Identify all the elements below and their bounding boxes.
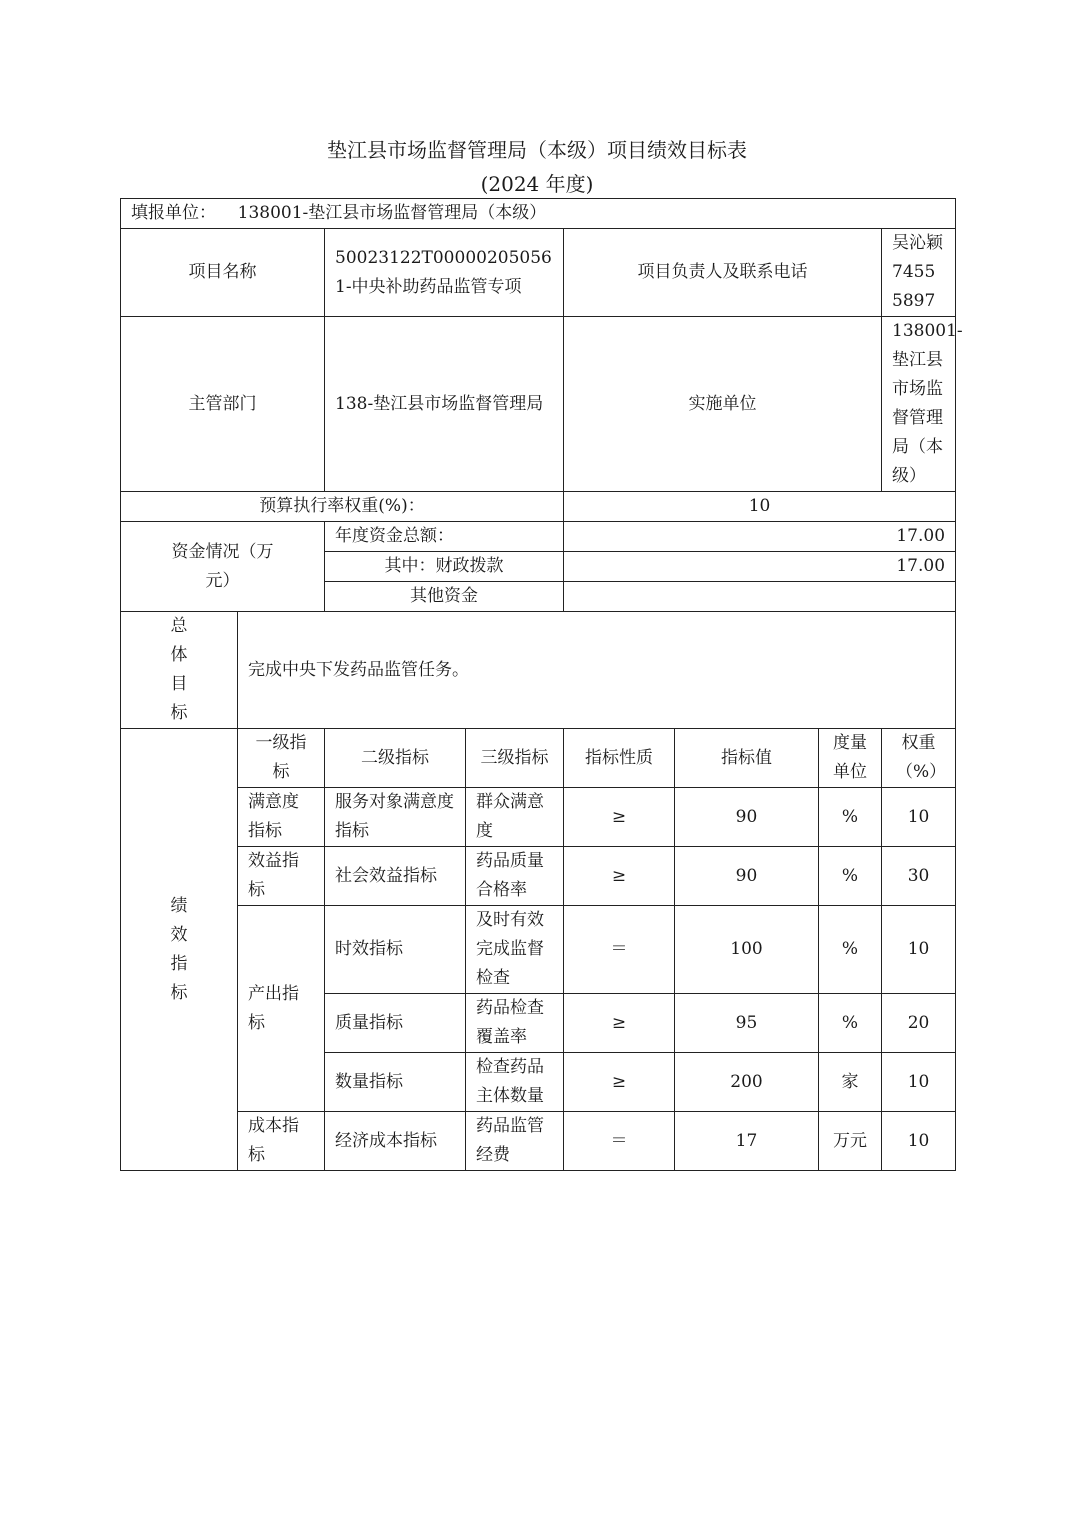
nature-cell: ≥ <box>564 788 675 847</box>
funds-total-value: 17.00 <box>564 522 956 552</box>
perf-header-level2: 二级指标 <box>325 729 466 788</box>
unit-value: 138001-垫江县市场监督管理局（本级） <box>237 203 547 223</box>
value-cell: 200 <box>675 1053 819 1112</box>
unit-cell: % <box>819 906 882 994</box>
funds-fiscal-value: 17.00 <box>564 552 956 582</box>
table-row <box>121 1112 956 1171</box>
value-cell: 17 <box>675 1112 819 1171</box>
unit-row <box>121 199 956 229</box>
level3-cell: 药品质量合格率 <box>466 847 564 906</box>
weight-cell: 20 <box>882 994 956 1053</box>
nature-cell: ＝ <box>564 1112 675 1171</box>
weight-cell: 30 <box>882 847 956 906</box>
table-row <box>121 788 956 847</box>
budget-weight-row <box>121 492 956 522</box>
level3-cell: 群众满意度 <box>466 788 564 847</box>
level3-cell: 药品检查覆盖率 <box>466 994 564 1053</box>
level1-cell: 产出指标 <box>238 906 325 1112</box>
nature-cell: ＝ <box>564 906 675 994</box>
impl-value: 138001-垫江县市场监督管理局（本级） <box>882 317 956 492</box>
funds-label: 资金情况（万元） <box>121 522 325 612</box>
value-cell: 90 <box>675 847 819 906</box>
unit-label: 填报单位： <box>131 203 216 223</box>
weight-cell: 10 <box>882 788 956 847</box>
perf-header-nature: 指标性质 <box>564 729 675 788</box>
project-name-row <box>121 229 956 317</box>
impl-label: 实施单位 <box>564 317 882 492</box>
level3-cell: 检查药品主体数量 <box>466 1053 564 1112</box>
perf-header-level1: 一级指标 <box>238 729 325 788</box>
table-row <box>121 847 956 906</box>
performance-target-table <box>120 198 963 1171</box>
goal-text: 完成中央下发药品监管任务。 <box>238 612 956 729</box>
unit-cell: % <box>819 994 882 1053</box>
funds-other-value <box>564 582 956 612</box>
dept-label: 主管部门 <box>121 317 325 492</box>
funds-fiscal-label: 其中：财政拨款 <box>325 552 564 582</box>
level2-cell: 服务对象满意度指标 <box>325 788 466 847</box>
goal-label: 总体目标 <box>121 612 238 729</box>
level1-cell: 成本指标 <box>238 1112 325 1171</box>
level3-cell: 药品监管经费 <box>466 1112 564 1171</box>
value-cell: 90 <box>675 788 819 847</box>
perf-header-row <box>121 729 956 788</box>
page-subtitle: (2024 年度) <box>480 172 594 196</box>
unit-cell: 家 <box>819 1053 882 1112</box>
level1-cell: 效益指标 <box>238 847 325 906</box>
unit-cell: 万元 <box>819 1112 882 1171</box>
value-cell: 100 <box>675 906 819 994</box>
dept-row <box>121 317 956 492</box>
unit-cell <box>121 199 956 229</box>
level2-cell: 数量指标 <box>325 1053 466 1112</box>
perf-label: 绩效指标 <box>121 729 238 1171</box>
unit-cell: % <box>819 788 882 847</box>
level2-cell: 经济成本指标 <box>325 1112 466 1171</box>
nature-cell: ≥ <box>564 847 675 906</box>
perf-header-value: 指标值 <box>675 729 819 788</box>
funds-total-label: 年度资金总额： <box>325 522 564 552</box>
perf-header-level3: 三级指标 <box>466 729 564 788</box>
perf-header-unit: 度量单位 <box>819 729 882 788</box>
funds-total-row <box>121 522 956 552</box>
nature-cell: ≥ <box>564 1053 675 1112</box>
dept-value: 138-垫江县市场监督管理局 <box>325 317 564 492</box>
funds-other-label: 其他资金 <box>325 582 564 612</box>
project-owner-value: 吴沁颖74555897 <box>882 229 956 317</box>
value-cell: 95 <box>675 994 819 1053</box>
level3-cell: 及时有效完成监督检查 <box>466 906 564 994</box>
weight-cell: 10 <box>882 1053 956 1112</box>
table-row <box>121 906 956 994</box>
level2-cell: 社会效益指标 <box>325 847 466 906</box>
project-owner-label: 项目负责人及联系电话 <box>564 229 882 317</box>
project-name-label: 项目名称 <box>121 229 325 317</box>
nature-cell: ≥ <box>564 994 675 1053</box>
weight-cell: 10 <box>882 1112 956 1171</box>
goal-row <box>121 612 956 729</box>
unit-cell: % <box>819 847 882 906</box>
level2-cell: 质量指标 <box>325 994 466 1053</box>
perf-header-weight: 权重（%） <box>882 729 956 788</box>
project-name-value: 50023122T000002050561-中央补助药品监管专项 <box>325 229 564 317</box>
budget-weight-label: 预算执行率权重(%)： <box>121 492 564 522</box>
budget-weight-value: 10 <box>564 492 956 522</box>
weight-cell: 10 <box>882 906 956 994</box>
level1-cell: 满意度指标 <box>238 788 325 847</box>
page-title: 垫江县市场监督管理局（本级）项目绩效目标表 <box>327 138 747 162</box>
level2-cell: 时效指标 <box>325 906 466 994</box>
